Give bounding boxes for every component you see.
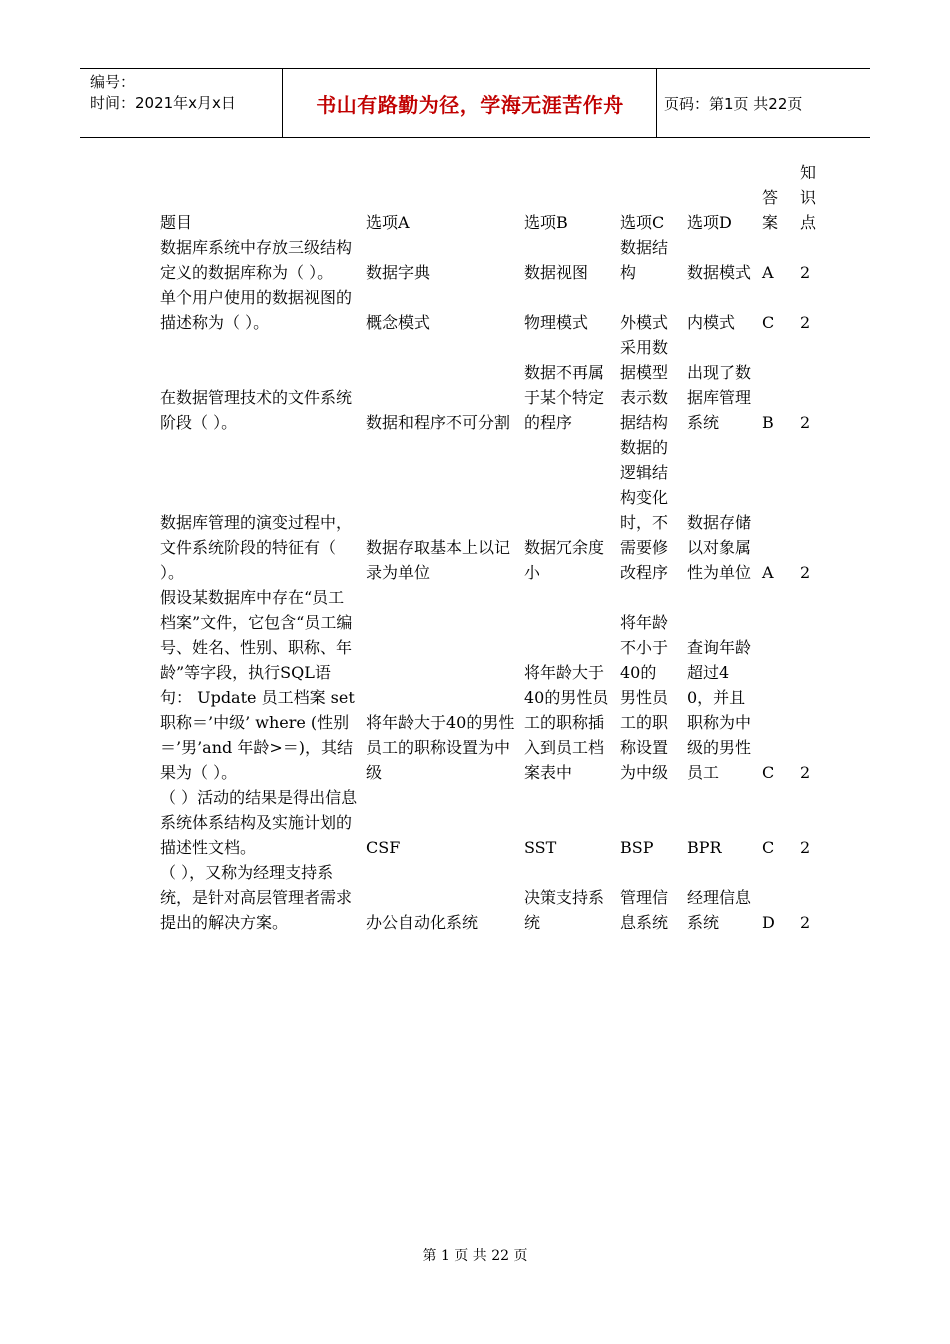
option-a: CSF <box>366 838 401 857</box>
option-a: 数据存取基本上以记录为单位 <box>366 538 511 582</box>
answer: D <box>762 913 775 932</box>
knowledge-point: 2 <box>800 563 811 582</box>
table-row <box>160 285 840 335</box>
option-d: 内模式 <box>687 313 736 332</box>
table-row <box>160 785 840 860</box>
option-d: BPR <box>687 838 722 857</box>
option-a: 概念模式 <box>366 313 431 332</box>
question-text: （ ），又称为经理支持系统，是针对高层管理者需求提出的解决方案。 <box>160 863 353 932</box>
option-b: 物理模式 <box>524 313 589 332</box>
answer: C <box>762 763 775 782</box>
option-b: 将年龄大于40的男性员工的职称插入到员工档案表中 <box>524 663 609 782</box>
option-d: 出现了数据库管理系统 <box>687 363 752 432</box>
table-row <box>160 335 840 435</box>
option-c: 采用数据模型表示数据结构 <box>620 338 669 432</box>
answer: A <box>762 563 774 582</box>
knowledge-point: 2 <box>800 838 811 857</box>
header-time-label: 时间：2021年x月x日 <box>90 94 236 112</box>
option-d: 数据模式 <box>687 263 752 282</box>
option-c: BSP <box>620 838 654 857</box>
option-b: 数据冗余度小 <box>524 538 605 582</box>
header-page-info: 页码：第1页 共22页 <box>664 94 803 113</box>
knowledge-point: 2 <box>800 413 811 432</box>
question-text: 单个用户使用的数据视图的描述称为（ ）。 <box>160 288 353 332</box>
header-option-b: 选项B <box>524 213 568 232</box>
option-c: 数据的逻辑结构变化时，不需要修改程序 <box>620 438 669 582</box>
knowledge-point: 2 <box>800 313 811 332</box>
knowledge-point: 2 <box>800 763 811 782</box>
question-text: 数据库系统中存放三级结构定义的数据库称为（ ）。 <box>160 238 353 282</box>
header-divider-right <box>656 69 657 137</box>
question-text: （ ）活动的结果是得出信息系统体系结构及实施计划的描述性文档。 <box>160 788 358 857</box>
knowledge-point: 2 <box>800 263 811 282</box>
question-text: 数据库管理的演变过程中，文件系统阶段的特征有（ ）。 <box>160 513 353 582</box>
table-row <box>160 235 840 285</box>
option-c: 外模式 <box>620 313 669 332</box>
option-b: SST <box>524 838 557 857</box>
table-row <box>160 585 840 785</box>
header-knowledge: 知识点 <box>800 163 817 232</box>
option-b: 数据不再属于某个特定的程序 <box>524 363 605 432</box>
option-c: 管理信息系统 <box>620 888 669 932</box>
answer: C <box>762 838 775 857</box>
header-question: 题目 <box>160 213 193 232</box>
answer: C <box>762 313 775 332</box>
option-a: 数据和程序不可分割 <box>366 413 511 432</box>
option-b: 决策支持系统 <box>524 888 605 932</box>
option-b: 数据视图 <box>524 263 589 282</box>
header-option-c: 选项C <box>620 213 665 232</box>
page-header <box>80 68 870 138</box>
option-a: 数据字典 <box>366 263 431 282</box>
option-a: 将年龄大于40的男性员工的职称设置为中级 <box>366 713 515 782</box>
header-motto: 书山有路勤为径，学海无涯苦作舟 <box>316 92 624 117</box>
table-row <box>160 435 840 585</box>
page-footer: 第 1 页 共 22 页 <box>422 1248 528 1264</box>
option-d: 查询年龄超过40，并且职称为中级的男性员工 <box>687 638 752 782</box>
option-c: 将年龄不小于40的男性员工的职称设置为中级 <box>620 613 669 782</box>
header-meta <box>90 72 236 114</box>
answer: A <box>762 263 774 282</box>
option-d: 数据存储以对象属性为单位 <box>687 513 752 582</box>
option-d: 经理信息系统 <box>687 888 752 932</box>
answer: B <box>762 413 774 432</box>
header-answer: 答案 <box>762 188 779 232</box>
header-option-a: 选项A <box>366 213 410 232</box>
option-a: 办公自动化系统 <box>366 913 479 932</box>
question-text: 假设某数据库中存在“员工档案”文件，它包含“员工编号、姓名、性别、职称、年龄”等字段，执行SQL语句： Update 员工档案 set 职称＝’中级’ where (性别＝’男’and 年龄>＝)，其结果为（ ）。 <box>160 588 355 782</box>
header-number-label: 编号： <box>90 73 136 91</box>
header-option-d: 选项D <box>687 213 732 232</box>
header-divider-left <box>282 69 283 137</box>
knowledge-point: 2 <box>800 913 811 932</box>
table-row <box>160 860 840 935</box>
option-c: 数据结构 <box>620 238 669 282</box>
table-header-row <box>160 160 840 235</box>
question-table <box>160 160 840 935</box>
question-text: 在数据管理技术的文件系统阶段（ ）。 <box>160 388 353 432</box>
